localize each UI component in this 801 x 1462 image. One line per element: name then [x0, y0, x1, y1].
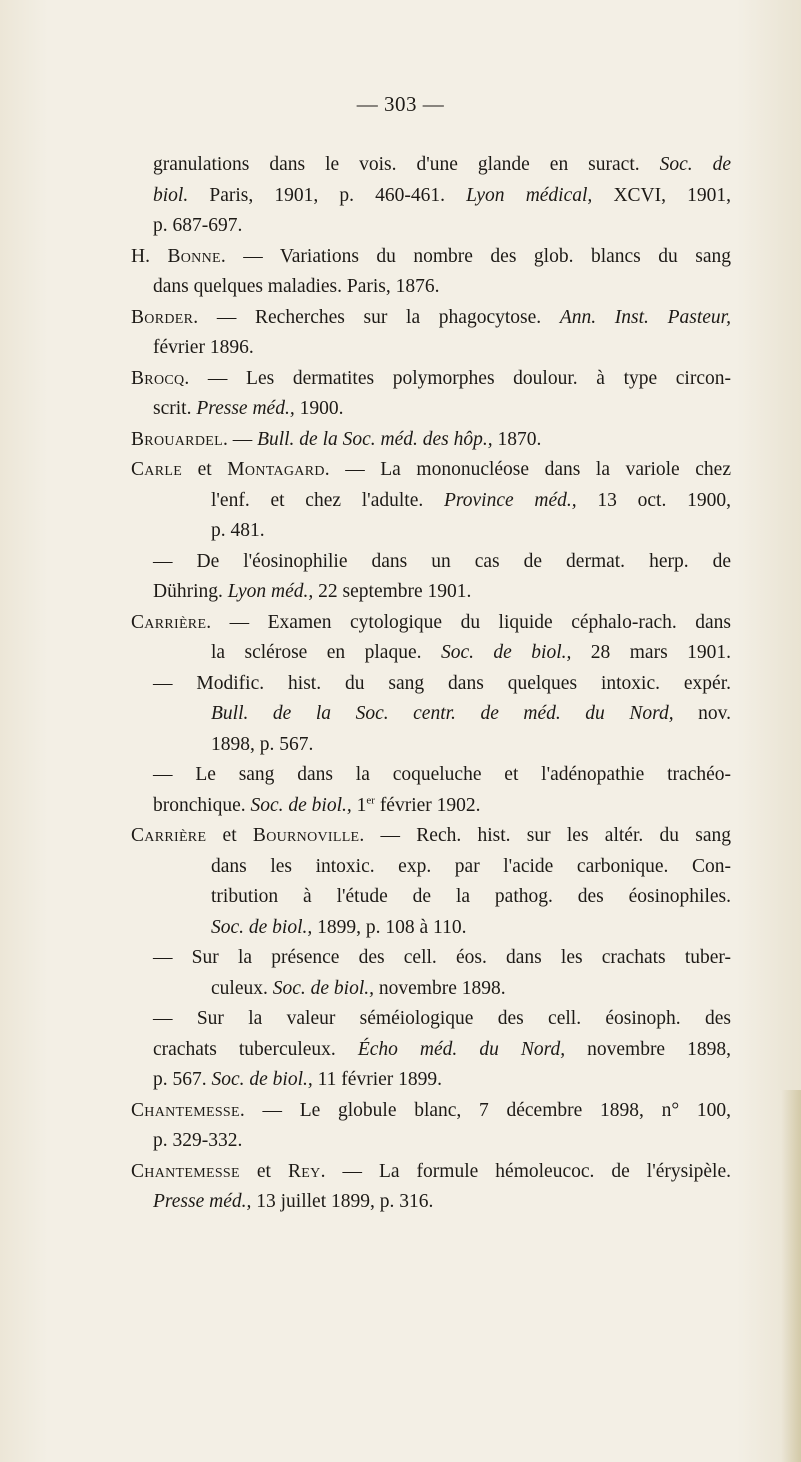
- journal-title: Soc. de biol.,: [211, 916, 313, 938]
- text-line: [131, 699, 731, 730]
- text-span: novembre 1898,: [565, 1038, 731, 1060]
- journal-title: Lyon méd.,: [227, 581, 314, 602]
- text-span: 1870.: [492, 428, 542, 450]
- text-span: XCVI, 1901,: [592, 184, 731, 206]
- author-name: Bournoville: [252, 825, 360, 846]
- text-span: février 1902.: [374, 794, 481, 816]
- text-span: p. 567.: [153, 1069, 212, 1090]
- text-line: [131, 333, 731, 364]
- text-span: . — Recherches sur la phagocytose.: [193, 306, 560, 328]
- text-line: [131, 821, 731, 852]
- journal-title: biol.: [153, 184, 189, 206]
- text-line: [131, 577, 731, 608]
- text-line: [131, 547, 731, 578]
- author-name: Montagard: [227, 459, 325, 480]
- text-line: [131, 1096, 731, 1127]
- text-line: [131, 211, 731, 242]
- journal-title: Soc. de biol.,: [211, 1069, 313, 1090]
- text-line: [131, 1126, 731, 1157]
- text-line: [131, 1157, 731, 1188]
- author-name: Carle: [131, 459, 183, 480]
- text-line: [131, 669, 731, 700]
- text-span: novembre 1898.: [374, 977, 506, 999]
- author-name: Carrière: [131, 611, 207, 633]
- text-span: dans les intoxic. exp. par l'acide carbonique. Con-: [211, 855, 731, 877]
- text-line: [131, 1004, 731, 1035]
- author-name: Chantemesse: [131, 1160, 240, 1182]
- text-span: . —: [222, 428, 258, 450]
- text-span: — Modific. hist. du sang dans quelques intoxic. expér.: [153, 672, 731, 694]
- journal-title: Écho méd. du Nord,: [357, 1038, 566, 1060]
- text-line: [131, 1035, 731, 1066]
- journal-title: Soc. de biol.,: [250, 794, 352, 816]
- text-span: H.: [131, 245, 168, 267]
- author-name: Rey: [287, 1160, 321, 1182]
- text-span: p. 329-332.: [153, 1130, 243, 1151]
- text-span: 13 juillet 1899, p. 316.: [251, 1191, 434, 1212]
- journal-title: Presse méd.,: [153, 1191, 252, 1212]
- text-span: . — Examen cytologique du liquide céphalo-rach. dans: [206, 611, 731, 633]
- text-line: [131, 730, 731, 761]
- author-name: Bonne: [167, 245, 221, 267]
- text-line: [131, 150, 731, 181]
- page-number: — 303 —: [356, 92, 445, 116]
- text-span: er: [366, 794, 375, 806]
- text-span: 1900.: [294, 398, 344, 419]
- text-line: [131, 913, 731, 944]
- text-span: crachats tuberculeux.: [153, 1038, 358, 1060]
- text-span: tribution à l'étude de la pathog. des éosinophiles.: [211, 886, 731, 907]
- text-span: . — Variations du nombre des glob. blancs du sang: [220, 245, 731, 267]
- author-name: Brouardel: [131, 428, 223, 450]
- text-span: . — Les dermatites polymorphes doulour. à type circon-: [184, 367, 731, 389]
- text-line: [131, 791, 731, 822]
- text-span: granulations dans le vois. d'une glande en suract.: [153, 154, 660, 175]
- text-line: [131, 181, 731, 212]
- page-edge-shadow: [781, 1090, 801, 1462]
- journal-title: Lyon médical,: [466, 184, 593, 206]
- text-line: [131, 1065, 731, 1096]
- text-line: [131, 638, 731, 669]
- text-span: et: [182, 459, 228, 480]
- text-line: [131, 364, 731, 395]
- text-line: [131, 425, 731, 456]
- text-line: [131, 943, 731, 974]
- bibliography-list: [131, 150, 731, 1218]
- text-span: scrit.: [153, 398, 197, 419]
- journal-title: Bull. de la Soc. méd. des hôp.,: [257, 428, 493, 450]
- text-span: culeux.: [211, 977, 273, 999]
- text-span: 22 septembre 1901.: [313, 581, 472, 602]
- author-name: Chantemesse: [131, 1099, 240, 1121]
- author-name: Carrière: [131, 825, 207, 846]
- author-name: Border: [131, 306, 194, 328]
- text-line: [131, 394, 731, 425]
- text-line: [131, 852, 731, 883]
- text-span: la sclérose en plaque.: [211, 642, 441, 663]
- journal-title: Province méd.,: [443, 489, 577, 511]
- text-line: [131, 455, 731, 486]
- text-span: bronchique.: [153, 794, 251, 816]
- text-span: et: [206, 825, 253, 846]
- text-span: Paris, 1901, p. 460-461.: [188, 184, 467, 206]
- text-span: 1899, p. 108 à 110.: [312, 916, 467, 938]
- text-span: . — La mononucléose dans la variole chez: [324, 459, 731, 480]
- text-span: 13 oct. 1900,: [576, 489, 731, 511]
- text-span: nov.: [673, 703, 731, 724]
- text-line: [131, 303, 731, 334]
- text-line: [131, 516, 731, 547]
- text-span: p. 481.: [211, 520, 265, 541]
- text-span: — Sur la valeur séméiologique des cell. éosinoph. des: [153, 1008, 731, 1029]
- text-span: 1898, p. 567.: [211, 733, 314, 755]
- text-line: [131, 882, 731, 913]
- journal-title: Soc. de: [659, 154, 731, 175]
- text-span: février 1896.: [153, 337, 254, 358]
- text-line: [131, 608, 731, 639]
- text-span: — Le sang dans la coqueluche et l'adénopathie trachéo-: [153, 764, 731, 785]
- text-span: — Sur la présence des cell. éos. dans les crachats tuber-: [153, 947, 731, 968]
- text-span: et: [239, 1160, 288, 1182]
- text-span: 11 février 1899.: [312, 1069, 443, 1090]
- journal-title: Bull. de la Soc. centr. de méd. du Nord,: [211, 703, 674, 724]
- text-span: l'enf. et chez l'adulte.: [211, 489, 444, 511]
- text-line: [131, 486, 731, 517]
- journal-title: Soc. de biol.,: [440, 642, 572, 663]
- text-line: [131, 242, 731, 273]
- journal-title: Soc. de biol.,: [272, 977, 375, 999]
- text-span: p. 687-697.: [153, 215, 243, 236]
- text-span: dans quelques maladies. Paris, 1876.: [153, 276, 440, 297]
- text-span: — De l'éosinophilie dans un cas de dermat. herp. de: [153, 550, 731, 572]
- text-line: [131, 1187, 731, 1218]
- journal-title: Presse méd.,: [196, 398, 295, 419]
- text-span: 28 mars 1901.: [571, 642, 731, 663]
- text-line: [131, 974, 731, 1005]
- text-span: 1: [351, 794, 367, 816]
- text-line: [131, 760, 731, 791]
- text-span: . — Le globule blanc, 7 décembre 1898, n° 100,: [239, 1099, 731, 1121]
- author-name: Brocq: [131, 367, 185, 389]
- journal-title: Ann. Inst. Pasteur,: [559, 306, 731, 328]
- text-span: . — Rech. hist. sur les altér. du sang: [359, 825, 731, 846]
- text-span: Dühring.: [153, 581, 228, 602]
- text-line: [131, 272, 731, 303]
- text-span: . — La formule hémoleucoc. de l'érysipèle.: [320, 1160, 731, 1182]
